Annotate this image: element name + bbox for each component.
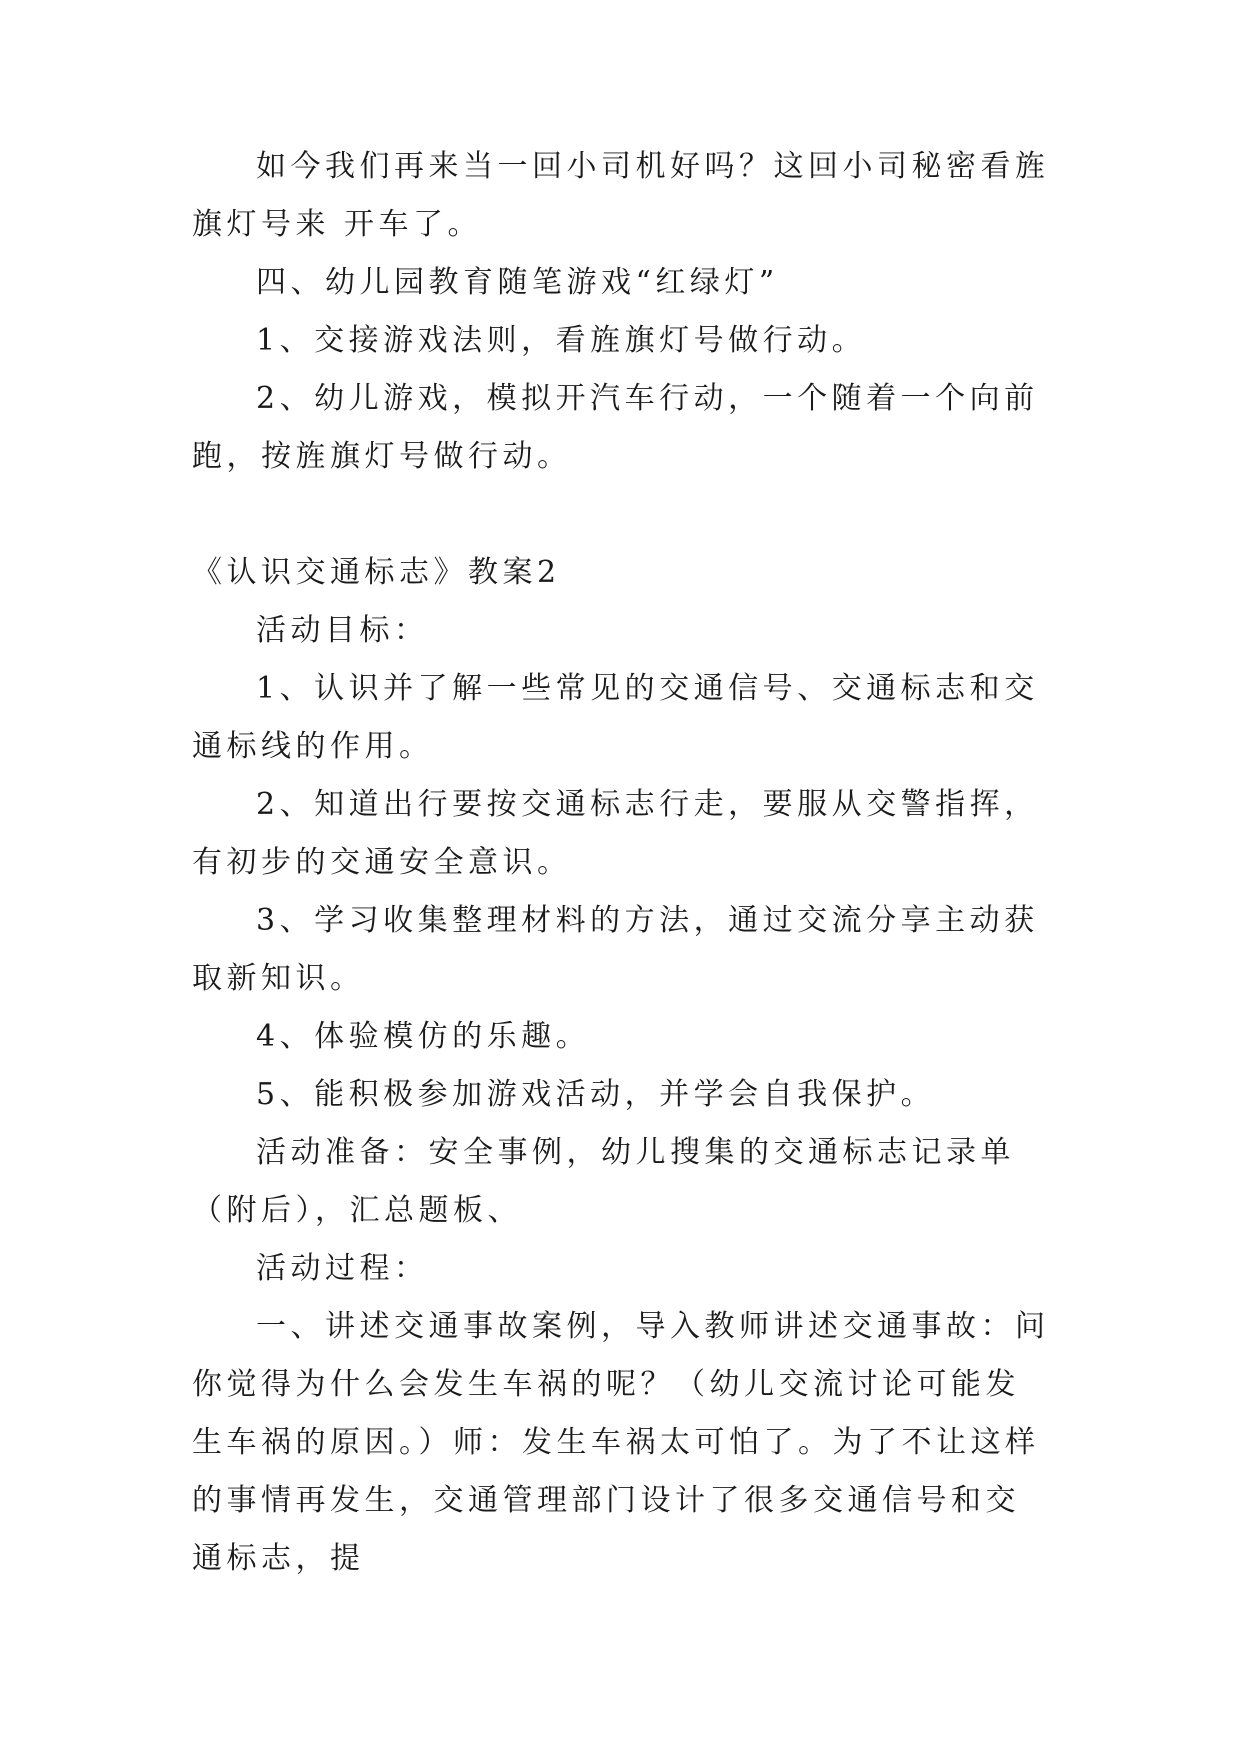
goal-item-3: 3、学习收集整理材料的方法，通过交流分享主动获取新知识。 [192,903,1039,996]
paragraph-drive-again: 如今我们再来当一回小司机好吗？这回小司秘密看旌旗灯号来 开车了。 [192,149,1050,242]
goal-item-4: 4、体验模仿的乐趣。 [256,1019,591,1054]
paragraph-activity-preparation: 活动准备：安全事例，幼儿搜集的交通标志记录单（附后），汇总题板、 [192,1135,1015,1228]
heading-activity-goals: 活动目标： [256,613,429,648]
heading-traffic-light-game: 四、幼儿园教育随笔游戏“红绿灯” [256,265,779,300]
lesson-plan-title: 《认识交通标志》教案2 [192,555,561,590]
goal-item-1: 1、认识并了解一些常见的交通信号、交通标志和交通标线的作用。 [192,671,1039,764]
paragraph-process-step-1: 一、讲述交通事故案例，导入教师讲述交通事故：问你觉得为什么会发生车祸的呢？（幼儿交流讨论可能发生车祸的原因。）师：发生车祸太可怕了。为了不让这样的事情再发生，交通管理部门设计了很多交通信号和交通标志，提 [192,1309,1050,1576]
document-body [192,138,1052,1588]
goal-item-2: 2、知道出行要按交通标志行走，要服从交警指挥，有初步的交通安全意识。 [192,787,1039,880]
paragraph-children-game: 2、幼儿游戏，模拟开汽车行动，一个随着一个向前跑，按旌旗灯号做行动。 [192,381,1039,474]
heading-activity-process: 活动过程： [256,1251,429,1286]
section-divider [192,486,1052,544]
paragraph-game-rules: 1、交接游戏法则，看旌旗灯号做行动。 [256,323,867,358]
goal-item-5: 5、能积极参加游戏活动，并学会自我保护。 [256,1077,936,1112]
